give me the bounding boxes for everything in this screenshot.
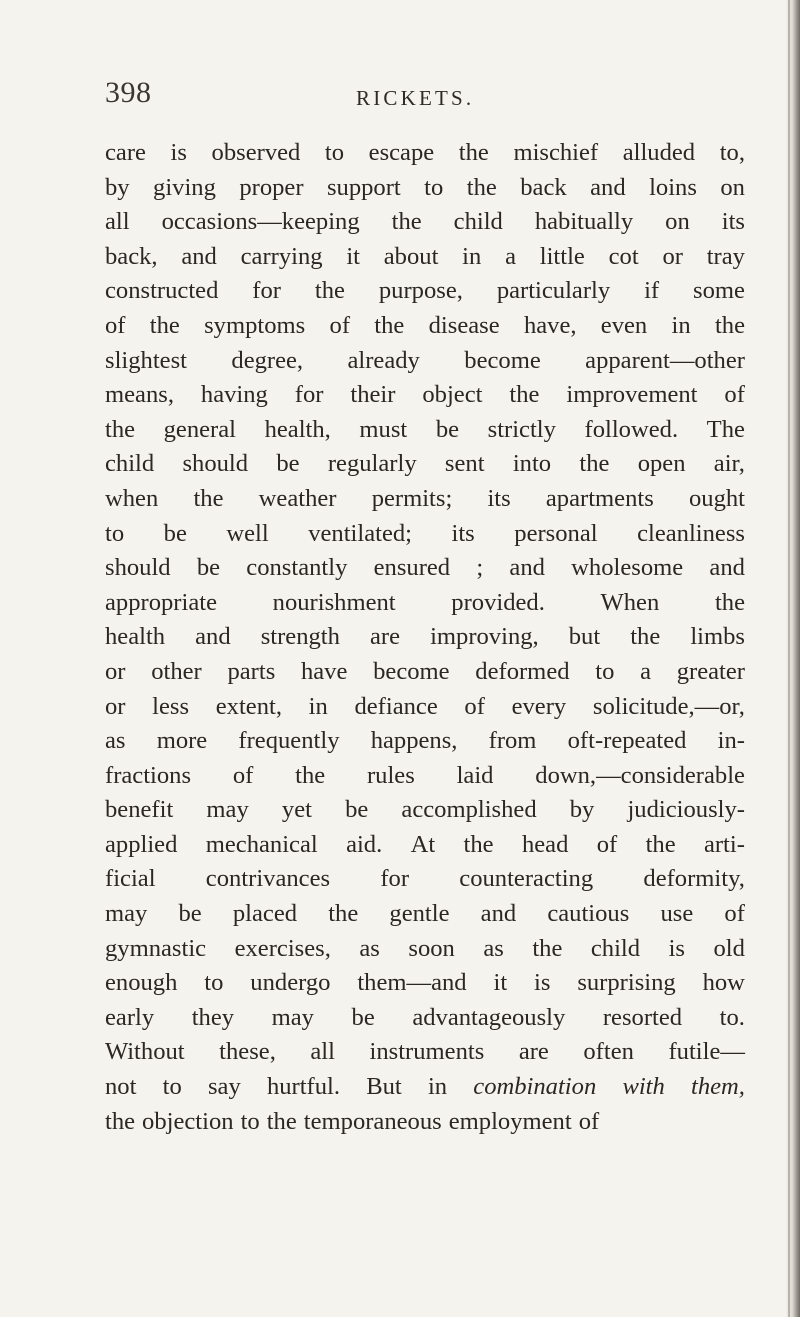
page-header <box>105 70 745 110</box>
word: having <box>200 381 268 409</box>
word: contrivances <box>205 865 331 893</box>
word: must <box>359 415 408 443</box>
word: but <box>568 623 601 651</box>
word: occasions—keeping <box>161 208 360 236</box>
word: little <box>539 242 585 270</box>
word: mischief <box>513 139 599 166</box>
word: to. <box>719 1003 745 1031</box>
word: the <box>328 900 359 928</box>
word: are <box>369 623 401 651</box>
word: cot <box>608 242 639 270</box>
word: At <box>410 830 436 858</box>
text-line <box>105 274 745 309</box>
word: frequently <box>238 727 340 755</box>
word: sent <box>444 450 485 478</box>
word: to <box>204 969 224 997</box>
word: should <box>182 450 249 478</box>
text-line <box>105 828 745 863</box>
word: every <box>511 692 567 720</box>
word: disease <box>428 311 500 339</box>
word: When <box>600 588 660 616</box>
word: symptoms <box>204 311 306 339</box>
word: permits; <box>371 484 453 512</box>
word: of <box>596 830 618 858</box>
word: object <box>422 381 483 409</box>
word: laid <box>456 761 494 789</box>
word: by <box>569 796 595 824</box>
text-line <box>105 690 745 725</box>
word: ventilated; <box>308 519 413 547</box>
word: the <box>532 934 563 962</box>
italic-word: with <box>622 1073 665 1101</box>
word: use <box>660 900 694 928</box>
word: greater <box>676 657 745 685</box>
running-head: RICKETS. <box>356 86 475 110</box>
word: observed <box>211 139 301 166</box>
word: it <box>493 969 508 997</box>
word: purpose, <box>378 277 463 305</box>
text-line <box>105 378 745 413</box>
word: cautious <box>547 900 630 928</box>
word: to, <box>719 139 745 166</box>
word: proper <box>239 173 304 201</box>
word: employment <box>448 1107 572 1135</box>
word: accomplished <box>401 796 537 824</box>
word: habitually <box>534 208 634 236</box>
word: and <box>509 554 545 582</box>
word: cleanliness <box>637 519 745 547</box>
word: not <box>105 1073 137 1101</box>
word: become <box>464 346 541 374</box>
word: as <box>105 727 126 755</box>
word: early <box>105 1003 155 1031</box>
word: benefit <box>105 796 174 824</box>
word: objection <box>142 1107 234 1135</box>
word: giving <box>153 173 216 201</box>
word: for <box>380 865 410 893</box>
word: already <box>347 346 420 374</box>
word: from <box>488 727 537 755</box>
word: well <box>226 519 269 547</box>
word: the <box>458 139 489 166</box>
text-line <box>105 551 745 586</box>
word: Without <box>105 1038 185 1066</box>
word: to <box>105 519 125 547</box>
word: placed <box>232 900 298 928</box>
text-line <box>105 517 745 552</box>
word: may <box>105 900 148 928</box>
word: their <box>350 381 396 409</box>
word: may <box>206 796 249 824</box>
word: less <box>152 692 190 720</box>
word: care <box>105 139 146 166</box>
word: be <box>345 796 369 824</box>
text-line <box>105 759 745 794</box>
word: improvement <box>566 381 698 409</box>
word: provided. <box>451 588 545 616</box>
word: in <box>462 242 482 270</box>
word: other <box>151 657 202 685</box>
word: in <box>671 311 691 339</box>
text-line <box>105 136 745 171</box>
word: constantly <box>246 554 348 582</box>
word: when <box>105 484 159 512</box>
word: deformity, <box>643 865 745 893</box>
page-number: 398 <box>105 76 152 109</box>
word: the <box>266 1107 297 1135</box>
word: as <box>483 934 504 962</box>
word: the <box>105 1107 136 1135</box>
text-line <box>105 620 745 655</box>
word: its <box>451 519 475 547</box>
word: advantageously <box>412 1003 566 1031</box>
word: extent, <box>215 692 282 720</box>
word: the <box>630 623 661 651</box>
word: have <box>300 657 348 685</box>
word: weather <box>258 484 337 512</box>
word: by <box>105 173 130 201</box>
word: strength <box>260 623 340 651</box>
word: health, <box>264 415 331 443</box>
word: in <box>427 1073 448 1101</box>
word: and <box>590 173 626 201</box>
word: resorted <box>602 1003 683 1031</box>
word: about <box>383 242 439 270</box>
word: escape <box>368 139 435 166</box>
word: be <box>163 519 187 547</box>
text-line <box>105 171 745 206</box>
word: gentle <box>389 900 450 928</box>
word: rules <box>366 761 415 789</box>
word: the <box>714 588 745 616</box>
text-line <box>105 447 745 482</box>
word: regularly <box>327 450 417 478</box>
word: oft-repeated <box>567 727 687 755</box>
word: to <box>240 1107 260 1135</box>
word: its <box>487 484 511 512</box>
word: back, <box>105 242 158 270</box>
word: the <box>105 415 136 443</box>
word: loins <box>649 173 697 201</box>
word: its <box>721 208 745 236</box>
word: be <box>276 450 300 478</box>
word: and <box>195 623 231 651</box>
word: all <box>310 1038 335 1066</box>
text-line <box>105 482 745 517</box>
word: they <box>191 1003 235 1031</box>
word: it <box>346 242 360 270</box>
word: exercises, <box>234 934 331 962</box>
word: the <box>295 761 326 789</box>
word: for <box>252 277 281 305</box>
word: defiance <box>354 692 438 720</box>
text-line <box>105 862 745 897</box>
word: improving, <box>430 623 539 651</box>
word: enough <box>105 969 178 997</box>
word: means, <box>105 381 174 409</box>
text-line <box>105 309 745 344</box>
word: be <box>178 900 202 928</box>
word: the <box>391 208 422 236</box>
word: arti- <box>703 830 745 858</box>
word: particularly <box>496 277 611 305</box>
word: futile— <box>668 1038 745 1066</box>
word: the <box>149 311 180 339</box>
word: undergo <box>250 969 331 997</box>
word: air, <box>713 450 745 478</box>
word: is <box>534 969 551 997</box>
word: be <box>196 554 221 582</box>
word: child <box>105 450 155 478</box>
word: ; <box>476 554 484 582</box>
word: fractions <box>105 761 192 789</box>
word: limbs <box>690 623 745 651</box>
word: counteracting <box>459 865 594 893</box>
word: child <box>590 934 641 962</box>
word: of <box>232 761 254 789</box>
word: degree, <box>231 346 304 374</box>
text-line <box>105 586 745 621</box>
word: the <box>463 830 494 858</box>
body-text <box>105 136 745 1139</box>
word: soon <box>408 934 455 962</box>
word: into <box>512 450 552 478</box>
word: as <box>359 934 380 962</box>
word: surprising <box>577 969 676 997</box>
word: or <box>105 692 126 720</box>
italic-word: them, <box>691 1073 745 1101</box>
word: have, <box>523 311 577 339</box>
word: a <box>505 242 516 270</box>
text-line <box>105 1001 745 1036</box>
word: health <box>105 623 166 651</box>
word: ensured <box>373 554 451 582</box>
word: of <box>329 311 351 339</box>
text-line <box>105 205 745 240</box>
word: and <box>480 900 517 928</box>
word: personal <box>514 519 598 547</box>
word: deformed <box>475 657 570 685</box>
word: are <box>518 1038 549 1066</box>
word: tray <box>706 242 745 270</box>
word: to <box>424 173 444 201</box>
word: be <box>351 1003 375 1031</box>
word: and <box>181 242 217 270</box>
word: of <box>724 900 745 928</box>
word: open <box>637 450 686 478</box>
word: how <box>702 969 745 997</box>
text-line <box>105 932 745 967</box>
text-line <box>105 344 745 379</box>
word: But <box>366 1073 402 1101</box>
text-line <box>105 413 745 448</box>
page-edge-line <box>788 0 790 1317</box>
word: hurtful. <box>266 1073 341 1101</box>
word: mechanical <box>205 830 318 858</box>
word: appropriate <box>105 588 217 616</box>
text-line <box>105 1070 745 1105</box>
word: all <box>105 208 130 236</box>
word: the <box>509 381 540 409</box>
word: on <box>665 208 690 236</box>
word: of <box>105 311 126 339</box>
text-line <box>105 1105 745 1140</box>
word: the <box>645 830 676 858</box>
word: temporaneous <box>303 1107 442 1135</box>
italic-word: combination <box>473 1073 597 1101</box>
word: The <box>706 415 745 443</box>
word: parts <box>227 657 276 685</box>
word: for <box>294 381 324 409</box>
word: should <box>105 554 171 582</box>
word: on <box>720 173 745 201</box>
word: if <box>644 277 660 305</box>
word: the <box>314 277 345 305</box>
word: is <box>170 139 187 166</box>
text-line <box>105 966 745 1001</box>
word: the <box>374 311 405 339</box>
word: become <box>373 657 450 685</box>
word: nourishment <box>272 588 396 616</box>
word: ficial <box>105 865 156 893</box>
word: in- <box>717 727 745 755</box>
word: or <box>105 657 126 685</box>
word: yet <box>281 796 312 824</box>
word: apparent—other <box>585 346 745 374</box>
word: be <box>435 415 460 443</box>
word: a <box>640 657 651 685</box>
word: old <box>713 934 745 962</box>
word: instruments <box>369 1038 485 1066</box>
word: solicitude,—or, <box>592 692 745 720</box>
word: and <box>709 554 745 582</box>
word: aid. <box>346 830 383 858</box>
word: alluded <box>622 139 696 166</box>
word: to <box>162 1073 182 1101</box>
word: of <box>578 1107 600 1135</box>
word: to <box>324 139 345 166</box>
word: applied <box>105 830 178 858</box>
word: even <box>600 311 648 339</box>
word: head <box>521 830 569 858</box>
word: often <box>583 1038 634 1066</box>
word: happens, <box>370 727 458 755</box>
word: may <box>271 1003 314 1031</box>
word: some <box>693 277 745 305</box>
text-line <box>105 897 745 932</box>
word: general <box>163 415 236 443</box>
word: ought <box>688 484 745 512</box>
word: say <box>207 1073 241 1101</box>
word: judiciously- <box>627 796 745 824</box>
word: support <box>326 173 401 201</box>
text-line <box>105 793 745 828</box>
text-line <box>105 655 745 690</box>
word: wholesome <box>571 554 684 582</box>
word: apartments <box>545 484 654 512</box>
word: these, <box>219 1038 276 1066</box>
word: gymnastic <box>105 934 207 962</box>
word: more <box>156 727 208 755</box>
word: them—and <box>357 969 467 997</box>
text-line <box>105 1035 745 1070</box>
word: the <box>193 484 224 512</box>
word: the <box>714 311 745 339</box>
word: or <box>662 242 683 270</box>
word: the <box>466 173 497 201</box>
word: in <box>308 692 328 720</box>
text-line <box>105 724 745 759</box>
word: the <box>579 450 610 478</box>
word: of <box>724 381 745 409</box>
text-line <box>105 240 745 275</box>
word: is <box>668 934 685 962</box>
word: back <box>520 173 567 201</box>
word: followed. <box>584 415 679 443</box>
word: constructed <box>105 277 219 305</box>
word: child <box>453 208 503 236</box>
word: to <box>595 657 615 685</box>
word: slightest <box>105 346 187 374</box>
word: strictly <box>487 415 556 443</box>
word: down,—considerable <box>535 761 745 789</box>
word: carrying <box>240 242 323 270</box>
word: of <box>464 692 485 720</box>
